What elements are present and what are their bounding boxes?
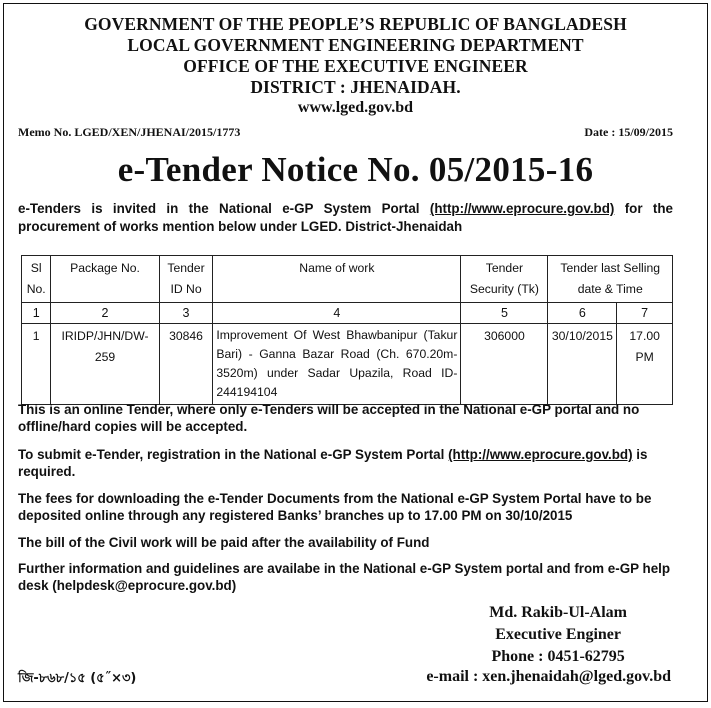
table-number-row bbox=[22, 303, 673, 324]
cell-selling-date: 30/10/2015 bbox=[548, 324, 617, 405]
header-line-district: DISTRICT : JHENAIDAH. bbox=[250, 77, 461, 97]
paragraph-online-tender: This is an online Tender, where only e-Tenders will be accepted in the National e-GP portal and no offline/hard copies will be accepted. bbox=[18, 402, 640, 434]
tender-table bbox=[21, 255, 673, 405]
col-number: 4 bbox=[213, 303, 461, 324]
col-header-name-of-work: Name of work bbox=[213, 256, 461, 303]
intro-paragraph bbox=[18, 200, 673, 236]
intro-text-after: for the procurement of works mention below under LGED. District-Jhenaidah bbox=[18, 201, 673, 234]
intro-text-before: e-Tenders is invited in the National e-GP System Portal bbox=[18, 201, 430, 216]
paragraph-registration bbox=[18, 446, 673, 480]
col-header-selling: Tender last Selling date & Time bbox=[548, 256, 673, 303]
paragraph-further-info: Further information and guidelines are availabe in the National e-GP System portal and from e-GP help desk (helpdesk@eprocure.gov.bd) bbox=[18, 561, 671, 593]
col-number: 1 bbox=[22, 303, 51, 324]
table-header-row bbox=[22, 256, 673, 303]
col-header-sl: Sl No. bbox=[22, 256, 51, 303]
signatory-phone: Phone : 0451-62795 bbox=[491, 648, 625, 665]
table-row bbox=[22, 324, 673, 405]
signatory-name: Md. Rakib-Ul-Alam bbox=[489, 604, 627, 621]
registration-text-before: To submit e-Tender, registration in the National e-GP System Portal bbox=[18, 447, 449, 462]
header-line-government: GOVERNMENT OF THE PEOPLE’S REPUBLIC OF BANGLADESH bbox=[84, 14, 627, 34]
eprocure-link-2[interactable]: (http://www.eprocure.gov.bd) bbox=[448, 447, 633, 462]
col-number: 2 bbox=[51, 303, 159, 324]
header-website: www.lged.gov.bd bbox=[297, 99, 414, 116]
notice-title: e-Tender Notice No. 05/2015-16 bbox=[117, 150, 594, 189]
col-number: 5 bbox=[461, 303, 548, 324]
cell-selling-time: 17.00 PM bbox=[617, 324, 673, 405]
registration-text-after: is required. bbox=[18, 447, 648, 479]
memo-row bbox=[18, 125, 673, 140]
col-header-tender-id: Tender ID No bbox=[159, 256, 213, 303]
letterhead bbox=[4, 4, 707, 118]
col-number: 7 bbox=[617, 303, 673, 324]
cell-tender-id: 30846 bbox=[159, 324, 213, 405]
cell-sl: 1 bbox=[22, 324, 51, 405]
col-number: 3 bbox=[159, 303, 213, 324]
cell-name-of-work: Improvement Of West Bhawbanipur (Takur Bari) - Ganna Bazar Road (Ch. 670.20m-3520m) under Sadar Upazila, Road ID-244194104 bbox=[213, 324, 461, 405]
col-header-package: Package No. bbox=[51, 256, 159, 303]
col-header-security: Tender Security (Tk) bbox=[461, 256, 548, 303]
memo-date: Date : 15/09/2015 bbox=[584, 125, 673, 139]
signatory-email: e-mail : xen.jhenaidah@lged.gov.bd bbox=[426, 668, 671, 685]
signatory-designation: Executive Enginer bbox=[495, 626, 621, 643]
cell-package: IRIDP/JHN/DW-259 bbox=[51, 324, 159, 405]
eprocure-link[interactable]: (http://www.eprocure.gov.bd) bbox=[429, 201, 615, 216]
header-line-department: LOCAL GOVERNMENT ENGINEERING DEPARTMENT bbox=[127, 35, 584, 55]
signature-block bbox=[489, 602, 627, 668]
print-code: জি-৮৬৮/১৫ (৫˝×৩) bbox=[18, 671, 137, 686]
memo-number: Memo No. LGED/XEN/JHENAI/2015/1773 bbox=[18, 125, 241, 139]
col-number: 6 bbox=[548, 303, 617, 324]
cell-security: 306000 bbox=[461, 324, 548, 405]
paragraph-fees: The fees for downloading the e-Tender Documents from the National e-GP System Portal have to be deposited online through any registered Banks’ branches up to 17.00 PM on 30/10/2015 bbox=[18, 491, 652, 523]
paragraph-bill: The bill of the Civil work will be paid after the availability of Fund bbox=[18, 535, 430, 550]
header-line-office: OFFICE OF THE EXECUTIVE ENGINEER bbox=[183, 56, 528, 76]
tender-notice-page bbox=[3, 3, 708, 702]
